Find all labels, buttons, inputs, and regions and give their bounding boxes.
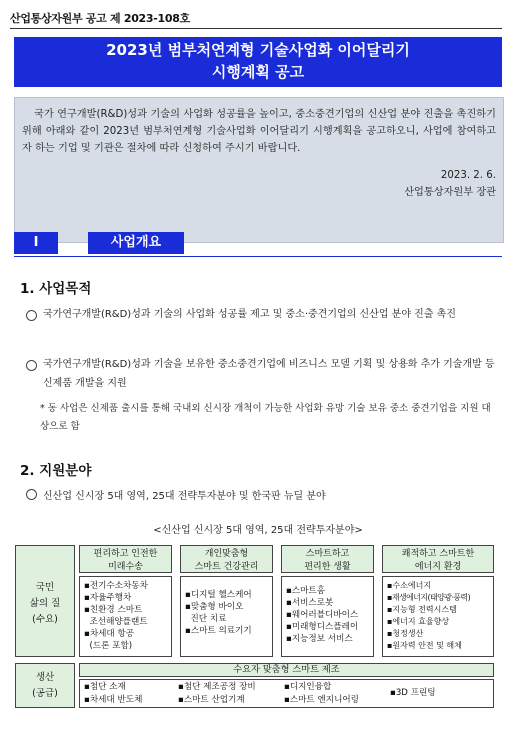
col-items-health	[180, 576, 273, 657]
row-label-supply: 생산 (공급)	[15, 663, 75, 708]
list-item: 진단 치료	[185, 614, 227, 624]
bullet-circle-icon	[26, 360, 37, 371]
purpose-item-1	[26, 305, 496, 324]
col-items-mobility	[79, 576, 172, 657]
title-line-1: 2023년 범부처연계형 기술사업화 이어달리기	[106, 41, 410, 59]
col-items-living	[281, 576, 374, 657]
list-item: ▪스마트홈	[286, 586, 326, 596]
field-item-text: 신산업 신시장 5대 영역, 25대 전략투자분야 및 한국판 뉴딜 분야	[43, 491, 326, 502]
list-item: ▪스마트 엔지니어링	[284, 695, 359, 705]
list-item: ▪에너지 효율향상	[387, 617, 450, 626]
list-item: ▪스마트 의료기기	[185, 626, 252, 636]
section-title: 사업개요	[88, 232, 184, 254]
list-item: ▪차세대 항공	[84, 629, 135, 639]
signature: 산업통상자원부 장관	[404, 187, 496, 198]
list-item: ▪원자력 안전 및 해체	[387, 641, 462, 650]
list-item: ▪스마트 산업기계	[178, 695, 245, 705]
list-item: ▪3D 프린팅	[390, 688, 436, 698]
document-title	[14, 37, 502, 87]
list-item: 조선해양플랜트	[84, 617, 148, 627]
purpose-item-1-text: 국가연구개발(R&D)성과 기술의 사업화 성공률 제고 및 중소·중견기업의 신산업 분야 진출 촉진	[43, 309, 456, 320]
list-item: ▪청정생산	[387, 629, 424, 638]
field-heading: 2. 지원분야	[20, 463, 92, 479]
list-item: ▪디지인융합	[284, 682, 332, 692]
bullet-circle-icon	[26, 310, 37, 321]
title-line-2: 시행계획 공고	[211, 63, 305, 81]
col-head-living: 스마트하고 편리한 생활	[281, 545, 374, 573]
list-item: (드론 포함)	[84, 641, 133, 651]
purpose-item-2	[26, 355, 496, 393]
notice-number: 산업통상자원부 공고 제 2023-108호	[10, 12, 190, 25]
list-item: ▪친환경 스마트	[84, 605, 143, 615]
header-rule	[10, 28, 502, 29]
supply-band: 수요자 맞춤형 스마트 제조	[79, 663, 494, 677]
list-item: ▪디지털 헬스케어	[185, 590, 252, 600]
intro-box	[14, 97, 504, 243]
notice-date: 2023. 2. 6.	[440, 170, 496, 181]
supply-items	[79, 679, 494, 708]
list-item: ▪재생에너지(태양광·풍력)	[387, 593, 471, 602]
section-rule	[14, 256, 502, 257]
section-number: Ⅰ	[14, 232, 58, 254]
intro-text: 국가 연구개발(R&D)성과 기술의 사업화 성공률을 높이고, 중소중견기업의 신산업 분야 진출을 촉진하기 위해 아래와 같이 2023년 범부처연계형 기술사업화 이어달리기 시행계획을 공고하오니, 사업에 참여하고자 하는 기업 및 기관은 절차에 따라 신청하여 주시기 바랍니다.	[22, 109, 496, 154]
col-head-mobility: 편리하고 인전한 미래수송	[79, 545, 172, 573]
col-items-energy	[382, 576, 494, 657]
col-head-energy: 쾌적하고 스마트한 에너지 환경	[382, 545, 494, 573]
col-head-health: 개인맞춤형 스마트 건강관리	[180, 545, 273, 573]
table-caption: <신산업 신시장 5대 영역, 25대 전략투자분야>	[153, 525, 363, 536]
list-item: ▪지능형 전력시스템	[387, 605, 457, 614]
purpose-heading: 1. 사업목적	[20, 281, 92, 297]
list-item: ▪첨단 소재	[84, 682, 126, 692]
list-item: ▪첨단 제조공정 장비	[178, 682, 256, 692]
purpose-item-2-text: 국가연구개발(R&D)성과 기술을 보유한 중소중견기업에 비즈니스 모델 기획 및 상용화 추가 기술개발 등 신제품 개발을 지원	[43, 359, 495, 389]
list-item: ▪웨어러블디바이스	[286, 610, 359, 620]
list-item: ▪차세대 반도체	[84, 695, 143, 705]
row-label-demand: 국민 삶의 질 (수요)	[15, 545, 75, 657]
purpose-note: * 동 사업은 신제품 출시를 통해 국내외 신시장 개척이 가능한 사업화 유망 기술 보유 중소 중견기업을 지원 대상으로 함	[40, 403, 491, 432]
list-item: ▪자율주행차	[84, 593, 132, 603]
list-item: ▪미래형디스플레이	[286, 622, 359, 632]
list-item: ▪맞춤형 바이오	[185, 602, 244, 612]
field-item	[26, 487, 496, 506]
list-item: ▪수소에너지	[387, 581, 432, 590]
list-item: ▪서비스로봇	[286, 598, 334, 608]
list-item: ▪전기수소차동차	[84, 581, 148, 591]
list-item: ▪지능정보 서비스	[286, 634, 353, 644]
bullet-circle-icon	[26, 489, 37, 500]
